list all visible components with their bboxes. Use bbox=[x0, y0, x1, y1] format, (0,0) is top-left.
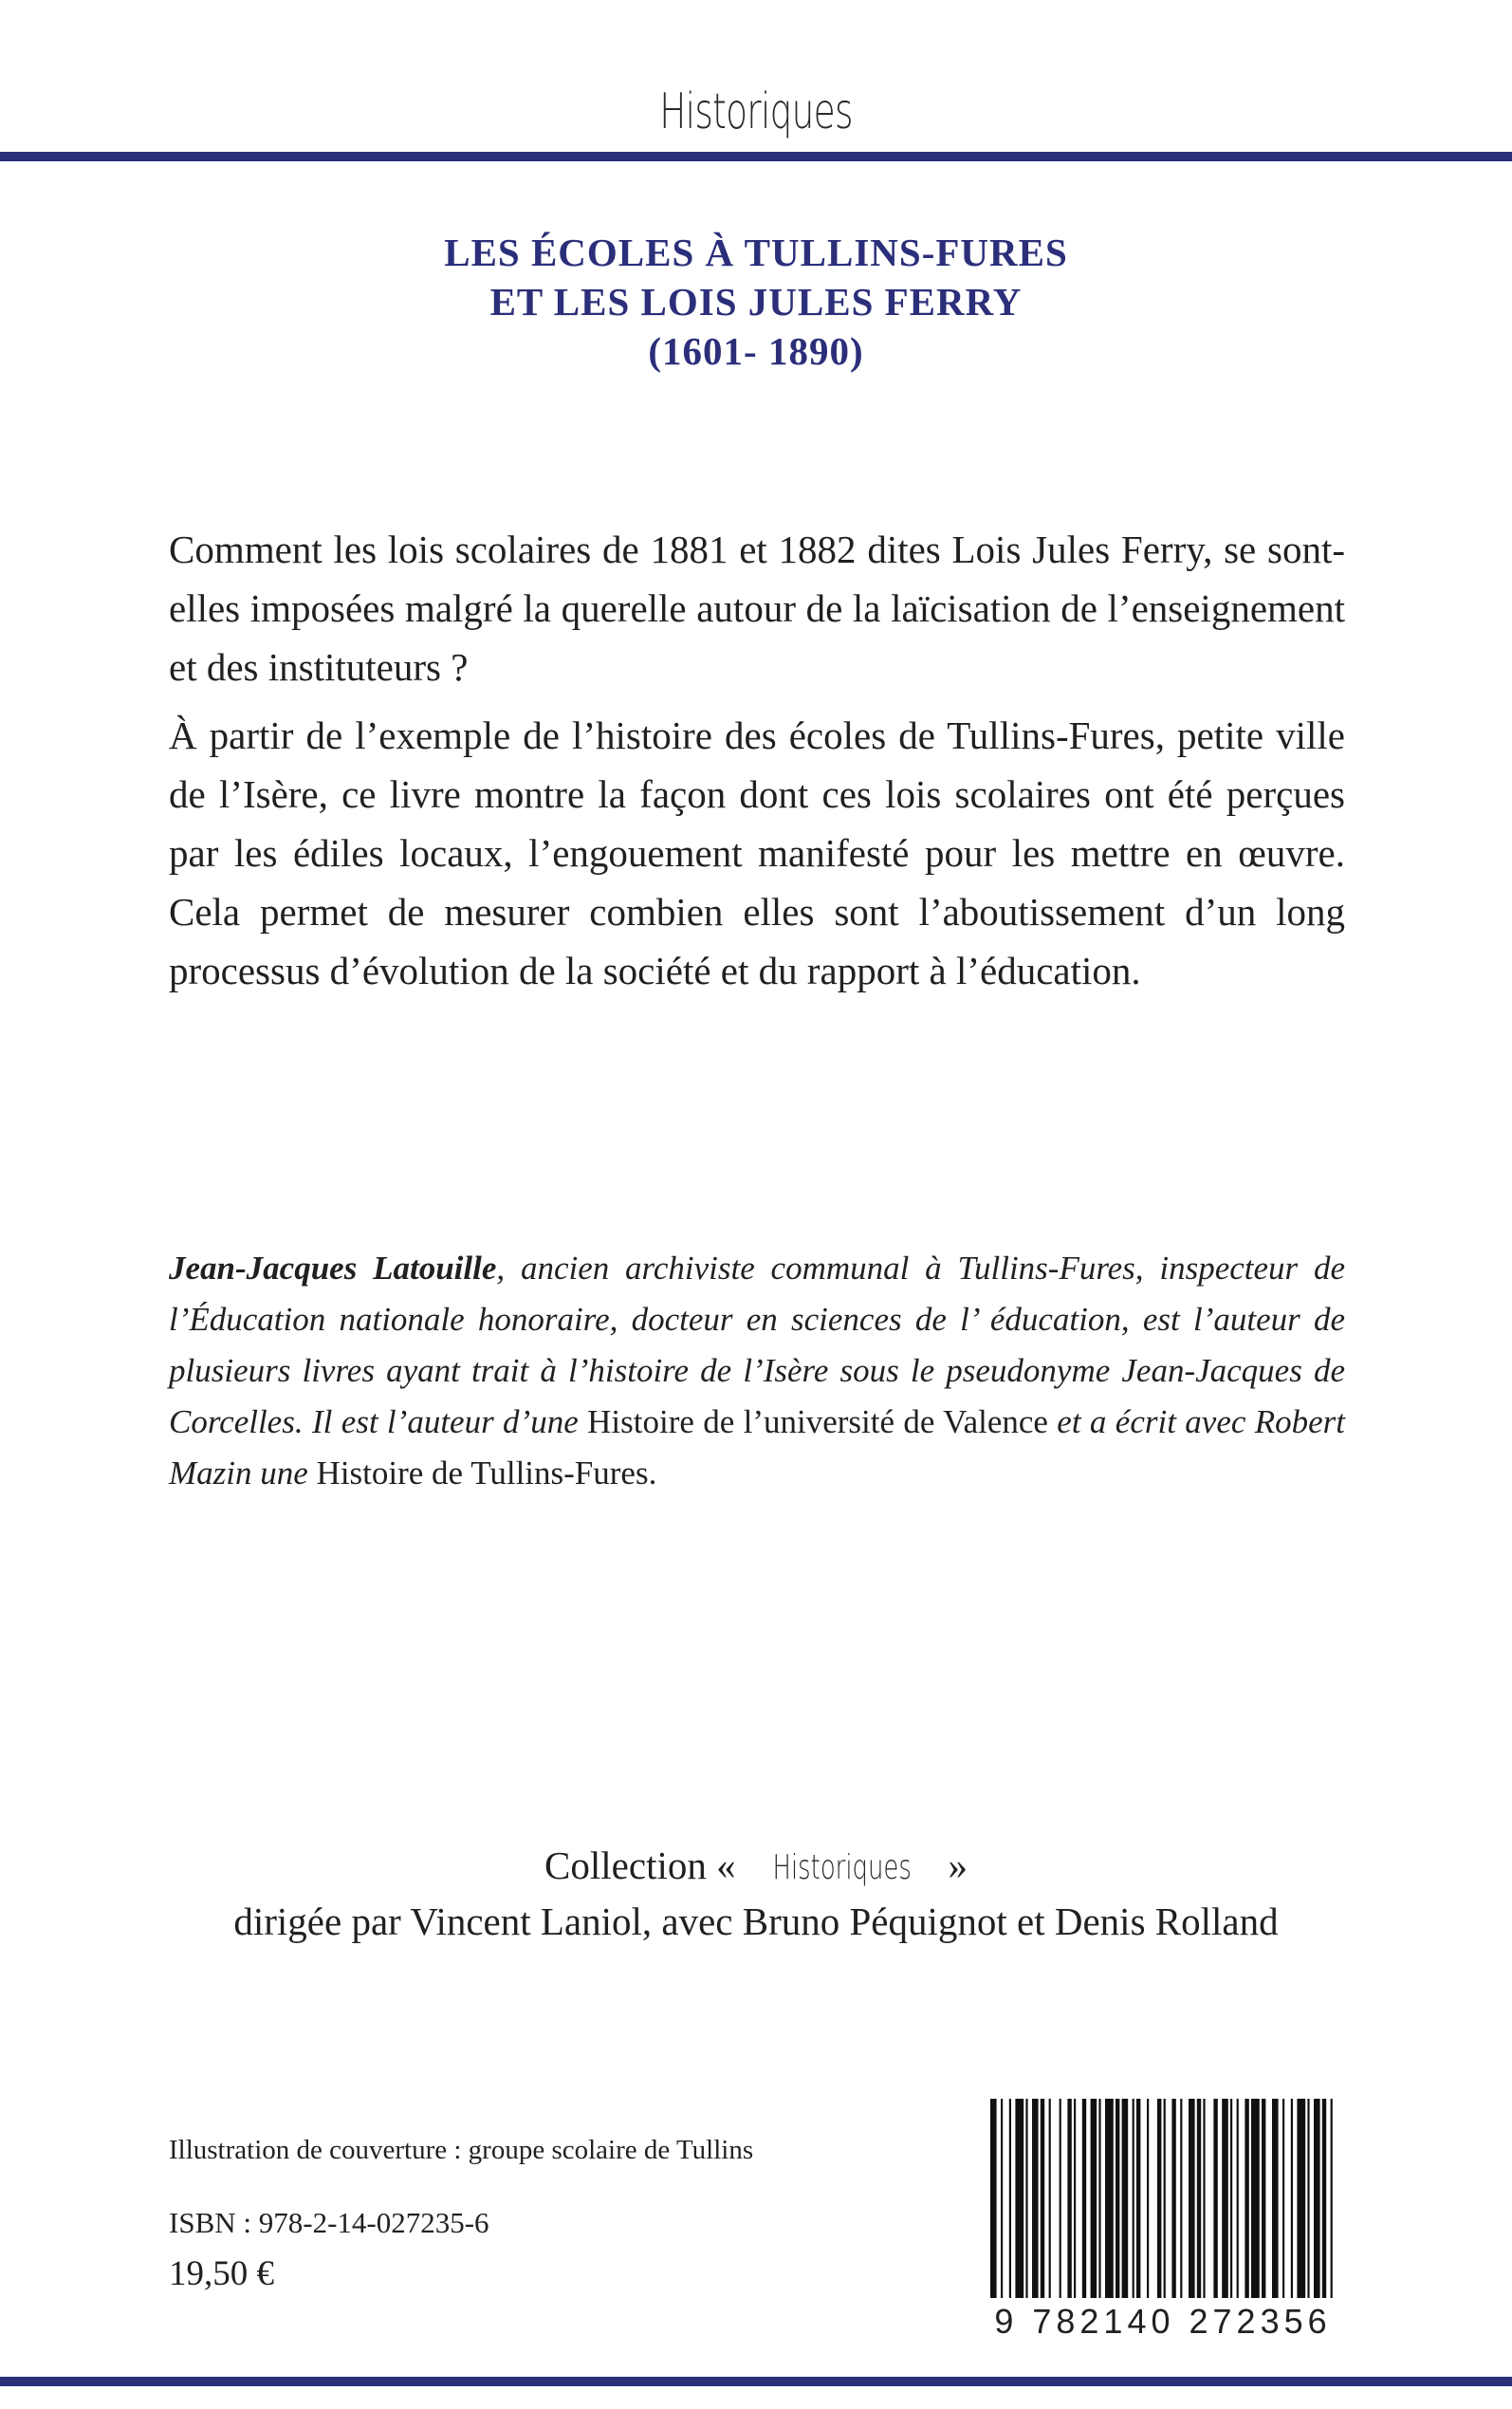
barcode-bar bbox=[1122, 2099, 1129, 2298]
barcode-bar bbox=[1322, 2099, 1326, 2298]
barcode-bar bbox=[1291, 2099, 1293, 2298]
barcode-bar bbox=[1001, 2099, 1003, 2298]
title-line-2: ET LES LOIS JULES FERRY bbox=[489, 280, 1023, 324]
bio-book-2: Histoire de Tullins-Fures. bbox=[316, 1455, 657, 1492]
barcode-bar bbox=[1237, 2099, 1239, 2298]
barcode-bar bbox=[1230, 2099, 1232, 2298]
barcode-bar bbox=[1189, 2099, 1195, 2298]
barcode-bar bbox=[1262, 2099, 1265, 2298]
barcode-bar bbox=[1222, 2099, 1228, 2298]
barcode-bar bbox=[1015, 2099, 1023, 2298]
barcode-bar bbox=[1009, 2099, 1011, 2298]
barcode-bar bbox=[1025, 2099, 1027, 2298]
barcode-bar bbox=[1105, 2099, 1114, 2298]
barcode-bar bbox=[1098, 2099, 1100, 2298]
collection-info bbox=[0, 1839, 1512, 1948]
barcode-bar bbox=[1314, 2099, 1320, 2298]
barcode-bar bbox=[1171, 2099, 1175, 2298]
barcode-bar bbox=[1307, 2099, 1309, 2298]
illustration-credit: Illustration de couverture : groupe scolaire de Tullins bbox=[169, 2135, 754, 2165]
barcode bbox=[985, 2099, 1341, 2347]
title-line-1: LES ÉCOLES À TULLINS-FURES bbox=[444, 231, 1068, 274]
barcode-bar bbox=[1282, 2099, 1284, 2298]
bio-text-2: et a écrit avec Robert Mazin une bbox=[169, 1403, 1346, 1492]
barcode-bar bbox=[1067, 2099, 1071, 2298]
barcode-bar bbox=[1180, 2099, 1182, 2298]
author-bio-paragraph bbox=[169, 1243, 1345, 1499]
barcode-bar bbox=[990, 2099, 997, 2298]
barcode-bars bbox=[985, 2099, 1341, 2300]
bio-book-1: Histoire de l’université de Valence bbox=[587, 1403, 1048, 1440]
barcode-bar bbox=[1203, 2099, 1205, 2298]
collection-logo-inline: Historiques bbox=[772, 1848, 912, 1887]
collection-directors: dirigée par Vincent Laniol, avec Bruno Péquignot et Denis Rolland bbox=[233, 1899, 1279, 1943]
barcode-bar bbox=[1297, 2099, 1305, 2298]
barcode-bar bbox=[1032, 2099, 1039, 2298]
barcode-bar bbox=[1157, 2099, 1161, 2298]
barcode-bar bbox=[1060, 2099, 1061, 2298]
top-rule bbox=[0, 152, 1512, 161]
barcode-bar bbox=[1116, 2099, 1119, 2298]
book-title bbox=[0, 228, 1512, 376]
collection-logo: Historiques bbox=[659, 83, 853, 140]
bio-text-1: , ancien archiviste communal à Tullins-Fures, inspecteur de l’Éducation nationale honoraire, docteur en sciences de l’ éducation, est l’auteur de plusieurs livres ayant trait à l’histoire de l’Isère sous le pseudonyme Jean-Jacques de Corcelles. Il est l’auteur d’une bbox=[169, 1250, 1345, 1440]
barcode-bar bbox=[1213, 2099, 1217, 2298]
barcode-bar bbox=[1331, 2099, 1333, 2298]
barcode-bar bbox=[1082, 2099, 1086, 2298]
barcode-bar bbox=[1251, 2099, 1260, 2298]
summary-paragraph-1: Comment les lois scolaires de 1881 et 1882 dites Lois Jules Ferry, se sont-elles imposées malgré la querelle autour de la laïcisation de l’enseignement et des instituteurs ? bbox=[169, 528, 1345, 689]
barcode-digits: 9 782140 272356 bbox=[994, 2302, 1332, 2341]
barcode-bar bbox=[1164, 2099, 1166, 2298]
title-line-3: (1601- 1890) bbox=[648, 329, 864, 373]
barcode-bar bbox=[1041, 2099, 1044, 2298]
barcode-bar bbox=[1136, 2099, 1140, 2298]
barcode-bar bbox=[1049, 2099, 1051, 2298]
price: 19,50 € bbox=[169, 2254, 274, 2293]
isbn: ISBN : 978-2-14-027235-6 bbox=[169, 2206, 489, 2239]
barcode-bar bbox=[1074, 2099, 1076, 2298]
author-name: Jean-Jacques Latouille bbox=[169, 1250, 497, 1287]
summary-paragraph-2: À partir de l’exemple de l’histoire des écoles de Tullins-Fures, petite ville de l’Isère, ce livre montre la façon dont ces lois scolaires ont été perçues par les édiles locaux, l’engouement manifesté pour les mettre en œuvre. Cela permet de mesurer combien elles sont l’aboutissement d’un long processus d’évolution de la société et du rapport à l’éducation. bbox=[169, 713, 1345, 992]
barcode-bar bbox=[1272, 2099, 1279, 2298]
book-summary bbox=[169, 520, 1345, 1010]
author-bio bbox=[169, 1243, 1345, 1499]
barcode-bar bbox=[1147, 2099, 1149, 2298]
barcode-bar bbox=[1197, 2099, 1201, 2298]
barcode-bar bbox=[1245, 2099, 1248, 2298]
collection-suffix: » bbox=[948, 1844, 968, 1887]
collection-line bbox=[0, 1839, 1512, 1895]
collection-prefix: Collection « bbox=[544, 1844, 736, 1887]
barcode-bar bbox=[1133, 2099, 1134, 2298]
barcode-bar bbox=[1091, 2099, 1097, 2298]
bottom-rule bbox=[0, 2377, 1512, 2386]
